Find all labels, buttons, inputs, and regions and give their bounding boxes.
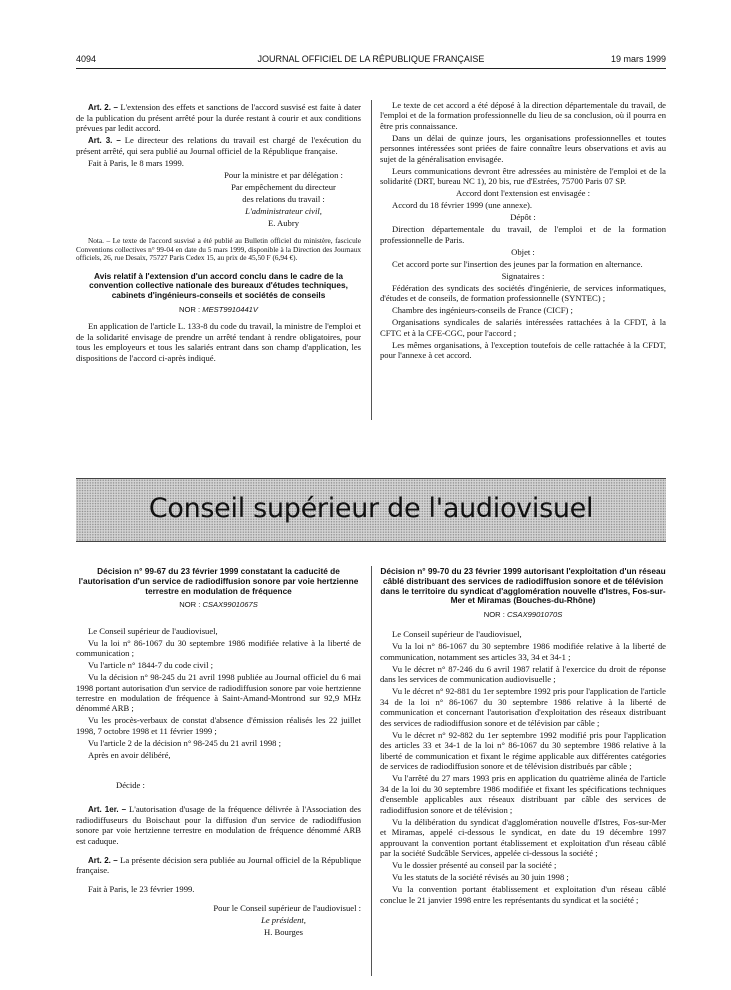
signature-line: des relations du travail : xyxy=(242,193,325,204)
running-header xyxy=(76,54,666,66)
decision-title: Décision n° 99-67 du 23 février 1999 constatant la caducité de l'autorisation d'un service de radiodiffusion sonore par voie hertzienne terrestre en modulation de fréquence xyxy=(78,566,359,596)
place-date: Fait à Paris, le 23 février 1999. xyxy=(88,884,195,895)
journal-title: JOURNAL OFFICIEL DE LA RÉPUBLIQUE FRANÇAISE xyxy=(257,54,485,64)
text-paragraph: Vu le décret n° 92-881 du 1er septembre 1992 pris pour l'application de l'article 34 de la loi n° 86-1067 du 30 septembre 1986 relative à la liberté de communication et concernant l'autorisation d'exploitation des réseaux distribuant des services de radiodiffusion sonore et de télévision par câble ; xyxy=(380,686,666,728)
text-paragraph: Le Conseil supérieur de l'audiovisuel, xyxy=(392,629,522,640)
decision-nor-code: CSAX9901070S xyxy=(506,610,563,620)
text-paragraph: Les mêmes organisations, à l'exception toutefois de celle rattachée à la CFDT, pour l'annexe à cet accord. xyxy=(380,339,666,361)
article-2: Art. 2. – L'extension des effets et sanctions de l'accord susvisé est faite à dater de la publication du présent arrêté pour la durée restant à courir et aux conditions prévues par ledit accord. xyxy=(76,102,362,134)
banner-title: Conseil supérieur de l'audiovisuel xyxy=(148,493,594,524)
text-paragraph: Vu la loi n° 86-1067 du 30 septembre 1986 modifiée relative à la liberté de communication, notamment ses articles 33, 34 et 34-1 ; xyxy=(380,641,666,662)
text-paragraph: Vu le dossier présenté au conseil par la société ; xyxy=(392,860,557,871)
section-banner xyxy=(76,478,666,542)
page-number: 4094 xyxy=(76,54,97,64)
text-paragraph: Vu la convention portant établissement et exploitation d'un réseau câblé conclue le 21 janvier 1998 entre les représentants du syndicat et la société ; xyxy=(380,884,666,905)
bottom-right-column xyxy=(380,567,666,906)
avis-title: Avis relatif à l'extension d'un accord conclu dans le cadre de la convention collective nationale des bureaux d'études techniques, cabinets d'ingénieurs-conseils et sociétés de conseils xyxy=(89,270,348,301)
place-date: Fait à Paris, le 8 mars 1999. xyxy=(88,157,184,168)
text-paragraph: Vu la loi n° 86-1067 du 30 septembre 1986 modifiée relative à la liberté de communication ; xyxy=(76,637,361,659)
text-paragraph: Vu l'article n° 1844-7 du code civil ; xyxy=(88,660,213,671)
text-paragraph: Vu le décret n° 92-882 du 1er septembre 1992 modifié pris pour l'application des articles 33 et 34-1 de la loi n° 86-1067 du 30 septembre 1986 relative à la liberté de communication et fixant le régime applicable aux différentes catégories de services de radiodiffusion sonore et de télévision distribués par câble ; xyxy=(380,729,666,772)
text-paragraph: Organisations syndicales de salariés intéressées rattachées à la CFDT, à la CFTC et à la CFE-CGC, pour l'accord ; xyxy=(380,317,666,338)
article-2: Art. 2. – La présente décision sera publiée au Journal officiel de la République française. xyxy=(76,854,362,876)
text-paragraph: Dans un délai de quinze jours, les organisations professionnelles et toutes personnes intéressées sont priées de faire connaître leurs observations et avis au sujet de la généralisation envisagée. xyxy=(380,132,666,164)
text-paragraph: Leurs communications devront être adressées au ministère de l'emploi et de la solidarité (DRT, bureau NC 1), 20 bis, rue d'Estrées, 75700 Paris 07 SP. xyxy=(380,165,666,187)
bottom-left-column xyxy=(76,567,361,939)
text-paragraph: Vu le décret n° 87-246 du 6 avril 1987 relatif à l'exercice du droit de réponse dans les services de communication audiovisuelle ; xyxy=(380,663,666,685)
text-paragraph: Vu l'article 2 de la décision n° 98-245 du 21 avril 1998 ; xyxy=(88,737,282,748)
text-paragraph: Accord du 18 février 1999 (une annexe). xyxy=(392,200,533,211)
text-paragraph: Vu la décision n° 98-245 du 21 avril 1998 publiée au Journal officiel du 6 mai 1998 portant autorisation d'un service de radiodiffusion sonore par voie hertzienne terrestre en modulation de fréquence à Saint-Amand-Montrond sur 92,9 MHz dénommé ARB ; xyxy=(76,672,361,714)
text-paragraph: Chambre des ingénieurs-conseils de France (CICF) ; xyxy=(392,305,573,316)
signature-name: H. Bourges xyxy=(264,927,303,938)
decision-nor-code: CSAX9901067S xyxy=(202,600,258,610)
decision-nor: NOR : CSAX9901067S xyxy=(179,600,258,610)
text-paragraph: Vu la délibération du syndicat d'agglomération nouvelle d'Istres, Fos-sur-Mer et Miramas, appelé ci-dessous le syndicat, en date du 19 décembre 1997 approuvant la convention portant établissement et exploitation d'un réseau câblé par la société Sudcâble Services, appelée ci-dessous la société ; xyxy=(380,816,666,859)
signature-line: Pour le Conseil supérieur de l'audiovisuel : xyxy=(213,903,361,914)
issue-date: 19 mars 1999 xyxy=(610,54,666,64)
header-rule xyxy=(76,68,666,69)
text-paragraph: Vu l'arrêté du 27 mars 1993 pris en application du quatrième alinéa de l'article 34 de la loi du 30 septembre 1986 modifiée et fixant les spécifications techniques d'ensemble applicables aux réseaux distribuant par câble des services de radiodiffusion sonore et de télévision ; xyxy=(380,773,666,815)
text-paragraph: Le texte de cet accord a été déposé à la direction départementale du travail, de l'emploi et de la formation professionnelle du lieu de sa conclusion, où il pourra en être pris connaissance. xyxy=(380,100,666,131)
text-paragraph: Le Conseil supérieur de l'audiovisuel, xyxy=(88,625,218,636)
text-paragraph: Fédération des syndicats des sociétés d'ingénierie, de services informatiques, d'études et de conseils, de formation professionnelle (SYNTEC) ; xyxy=(380,282,666,304)
avis-text: En application de l'article L. 133-8 du code du travail, la ministre de l'emploi et de la solidarité envisage de prendre un arrêté tendant à rendre obligatoires, pour tous les employeurs et tous les salariés entrant dans son champ d'application, les dispositions de l'accord ci-après indiqué. xyxy=(76,321,361,363)
column-divider-top xyxy=(371,100,372,420)
decision-nor: NOR : CSAX9901070S xyxy=(483,610,563,620)
text-paragraph: Cet accord porte sur l'insertion des jeunes par la formation en alternance. xyxy=(392,258,643,269)
avis-nor: NOR : MESТ9910441V xyxy=(179,304,258,314)
signature-line: Par empêchement du directeur xyxy=(231,181,336,192)
column-divider-bottom xyxy=(371,566,372,976)
top-left-column xyxy=(76,102,361,365)
section-heading: Accord dont l'extension est envisagée : xyxy=(456,188,590,199)
article-2-label: Art. 2. – xyxy=(88,103,118,112)
signature-line: L'administrateur civil, xyxy=(245,205,322,216)
text-paragraph: Direction départementale du travail, de l'emploi et de la formation professionnelle de Paris. xyxy=(380,224,666,245)
signature-line: Le président, xyxy=(261,915,306,926)
avis-nor-code: MESТ9910441V xyxy=(202,304,258,314)
section-heading: Objet : xyxy=(511,246,535,257)
article-3-label: Art. 3. – xyxy=(88,136,121,146)
nota: Nota. – Le texte de l'accord susvisé a été publié au Bulletin officiel du ministère, fascicule Conventions collectives n° 99-04 en date du 5 mars 1999, disponible à la Direction des Journaux officiels, 26, rue Desaix, 75727 Paris Cedex 15, au prix de 45,50 F (6,94 €). xyxy=(76,235,361,263)
article-2-label: Art. 2. – xyxy=(88,855,118,865)
top-right-column xyxy=(380,100,666,362)
signature-line: Pour la ministre et par délégation : xyxy=(224,169,343,180)
text-paragraph: Après en avoir délibéré, xyxy=(88,749,171,760)
text-paragraph: Vu les procès-verbaux de constat d'absence d'émission réalisés les 22 juillet 1998, 7 octobre 1998 et 11 février 1999 ; xyxy=(76,715,361,736)
decision-title: Décision n° 99-70 du 23 février 1999 autorisant l'exploitation d'un réseau câblé distribuant des services de radiodiffusion sonore et de télévision dans le territoire du syndicat d'agglomération nouvelle d'Istres, Fos-sur-Mer et Miramas (Bouches-du-Rhône) xyxy=(380,566,666,606)
signature-name: E. Aubry xyxy=(267,217,300,228)
text-paragraph: Vu les statuts de la société révisés au 30 juin 1998 ; xyxy=(392,872,569,883)
article-3: Art. 3. – Le directeur des relations du travail est chargé de l'exécution du présent arrêté, qui sera publié au Journal officiel de la République française. xyxy=(76,135,362,156)
article-1: Art. 1er. – L'autorisation d'usage de la fréquence délivrée à l'Association des radiodiffuseurs du Boischaut pour la diffusion d'un service de radiodiffusion sonore par voie hertzienne terrestre en modulation de fréquence dénommé ARB est caduque. xyxy=(76,803,361,846)
decide-heading: Décide : xyxy=(116,779,145,790)
section-heading: Dépôt : xyxy=(510,212,536,223)
section-heading: Signataires : xyxy=(501,270,545,281)
article-1-label: Art. 1er. – xyxy=(88,804,127,814)
